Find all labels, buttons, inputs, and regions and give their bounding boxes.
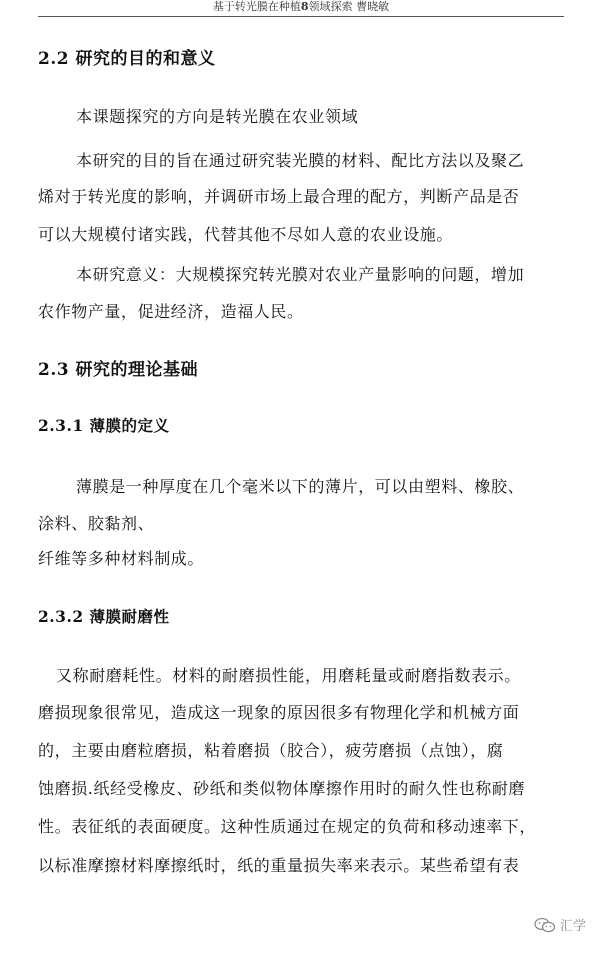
watermark-text: 汇学 xyxy=(559,919,586,934)
watermark xyxy=(534,915,586,934)
paragraph-line: 烯对于转光度的影响，并调研市场上最合理的配方，判断产品是否 xyxy=(38,187,520,206)
paragraph-line: 薄膜是一种厚度在几个毫米以下的薄片，可以由塑料、橡胶、 xyxy=(76,477,525,496)
paragraph-line: 的，主要由磨粒磨损，粘着磨损（胶合），疲劳磨损（点蚀），腐 xyxy=(38,741,504,760)
paragraph-line: 以标准摩擦材料摩擦纸时，纸的重量损失率来表示。某些希望有表 xyxy=(38,856,520,875)
header-title-left: 基于转光膜在种植 xyxy=(212,0,301,13)
paragraph-line: 又称耐磨耗性。材料的耐磨损性能，用磨耗量或耐磨指数表示。 xyxy=(56,666,521,685)
paragraph-line: 纤维等多种材料制成。 xyxy=(38,549,205,568)
heading-2-3: 2.3 研究的理论基础 xyxy=(38,360,198,380)
heading-2-3-1: 2.3.1 薄膜的定义 xyxy=(38,416,170,435)
page-number: 8 xyxy=(300,0,309,13)
wechat-logo-icon xyxy=(534,917,556,933)
paragraph-line: 本课题探究的方向是转光膜在农业领域 xyxy=(76,107,359,126)
paragraph-line: 磨损现象很常见，造成这一现象的原因很多有物理化学和机械方面 xyxy=(38,703,520,722)
paragraph-line: 农作物产量，促进经济，造福人民。 xyxy=(38,302,304,321)
running-header xyxy=(38,0,564,17)
paragraph-line: 性。表征纸的表面硬度。这种性质通过在规定的负荷和移动速率下， xyxy=(38,817,537,836)
heading-2-3-2: 2.3.2 薄膜耐磨性 xyxy=(38,607,170,626)
paragraph-line: 涂料、胶黏剂、 xyxy=(38,514,155,533)
paragraph-line: 本研究的目的旨在通过研究装光膜的材料、配比方法以及聚乙 xyxy=(76,151,525,170)
header-title-right: 领域探索 曹晓敏 xyxy=(308,0,390,13)
paragraph-line: 可以大规模付诸实践，代替其他不尽如人意的农业设施。 xyxy=(38,225,454,244)
paragraph-line: 本研究意义：大规模探究转光膜对农业产量影响的问题，增加 xyxy=(76,265,525,284)
paragraph-line: 蚀磨损.纸经受橡皮、砂纸和类似物体摩擦作用时的耐久性也称耐磨 xyxy=(38,779,526,798)
heading-2-2: 2.2 研究的目的和意义 xyxy=(38,49,216,69)
